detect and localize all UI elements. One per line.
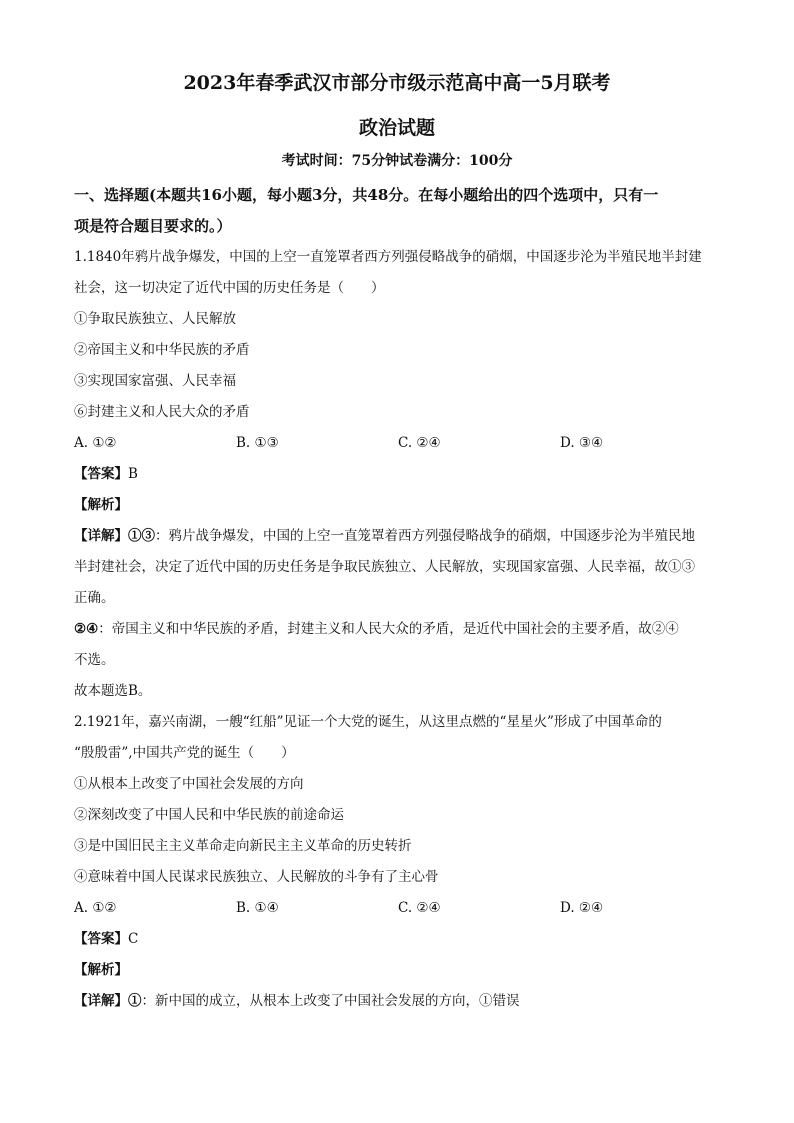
q2-analysis <box>74 955 724 986</box>
q1-conclusion: 故本题选B。 <box>74 683 152 699</box>
q1-item-2: ②帝国主义和中华民族的矛盾 <box>74 342 250 358</box>
subject-title: 政治试题 <box>358 117 435 139</box>
exam-info: 考试时间：75分钟试卷满分：100分 <box>281 153 513 169</box>
q2-stem-line2: “殷殷雷”,中国共产党的诞生（ ） <box>74 745 295 761</box>
q1-detail2-text: ：帝国主义和中华民族的矛盾，封建主义和人民大众的矛盾，是近代中国社会的主要矛盾，故②④ <box>98 621 679 637</box>
section-heading-line2: 项是符合题目要求的。） <box>74 217 232 235</box>
q1-item-4: ⑥封建主义和人民大众的矛盾 <box>74 404 250 420</box>
q1-item-3: ③实现国家富强、人民幸福 <box>74 373 236 389</box>
q1-detail2-lead: ②④ <box>74 621 99 637</box>
q2-item-4: ④意味着中国人民谋求民族独立、人民解放的斗争有了主心骨 <box>74 869 439 885</box>
q1-analysis-tag: 【解析】 <box>74 497 128 513</box>
q1-answer-tag: 【答案】 <box>74 466 128 482</box>
q1-detail2-line1 <box>74 614 724 645</box>
q2-option-b: B. ①④ <box>236 900 279 916</box>
q1-detail-tag: 【详解】 <box>74 528 128 544</box>
q1-option-c: C. ②④ <box>398 435 441 451</box>
q2-option-c: C. ②④ <box>398 900 441 916</box>
q1-detail2-line2: 不选。 <box>74 652 115 668</box>
q1-answer-value: B <box>128 466 138 482</box>
q1-stem-line2: 社会，这一切决定了近代中国的历史任务是（ ） <box>74 280 385 296</box>
q1-item-1: ①争取民族独立、人民解放 <box>74 311 236 327</box>
q2-answer <box>74 924 724 955</box>
q2-answer-value: C <box>128 931 139 947</box>
q1-answer <box>74 459 724 490</box>
q1-detail1-lead: ①③ <box>128 528 155 544</box>
q2-answer-tag: 【答案】 <box>74 931 128 947</box>
q2-analysis-tag: 【解析】 <box>74 962 128 978</box>
q1-detail1-text: ：鸦片战争爆发，中国的上空一直笼罩着西方列强侵略战争的硝烟，中国逐步沦为半殖民地 <box>155 528 695 544</box>
q2-option-d: D. ②④ <box>560 900 604 916</box>
exam-title: 2023年春季武汉市部分市级示范高中高一5月联考 <box>183 72 611 94</box>
q2-detail1-text: ：新中国的成立，从根本上改变了中国社会发展的方向，①错误 <box>141 993 520 1009</box>
q1-option-d: D. ③④ <box>560 435 604 451</box>
q2-detail-tag: 【详解】 <box>74 993 128 1009</box>
q1-detail1-line1 <box>74 521 724 552</box>
q2-detail1-lead: ① <box>128 993 142 1009</box>
q1-analysis <box>74 490 724 521</box>
q2-item-1: ①从根本上改变了中国社会发展的方向 <box>74 776 304 792</box>
q2-item-3: ③是中国旧民主主义革命走向新民主主义革命的历史转折 <box>74 838 412 854</box>
q1-options <box>74 428 724 459</box>
document-body <box>74 180 724 1017</box>
section-heading-line1: 一、选择题(本题共16小题，每小题3分，共48分。在每小题给出的四个选项中，只有一 <box>74 186 659 204</box>
q1-option-b: B. ①③ <box>236 435 279 451</box>
q1-stem-line1: 1.1840年鸦片战争爆发，中国的上空一直笼罩者西方列强侵略战争的硝烟，中国逐步沦为半殖民地半封建 <box>74 249 702 265</box>
q2-item-2: ②深刻改变了中国人民和中华民族的前途命运 <box>74 807 344 823</box>
q1-detail1-line2: 半封建社会，决定了近代中国的历史任务是争取民族独立、人民解放，实现国家富强、人民幸福，故①③ <box>74 559 695 575</box>
q2-detail1-line1 <box>74 986 724 1017</box>
q2-option-a: A. ①② <box>74 900 117 916</box>
q1-detail1-line3: 正确。 <box>74 590 115 606</box>
q2-options <box>74 893 724 924</box>
q1-option-a: A. ①② <box>74 435 117 451</box>
q2-stem-line1: 2.1921年，嘉兴南湖，一艘“红船”见证一个大党的诞生，从这里点燃的“星星火”形成了中国革命的 <box>74 714 662 730</box>
